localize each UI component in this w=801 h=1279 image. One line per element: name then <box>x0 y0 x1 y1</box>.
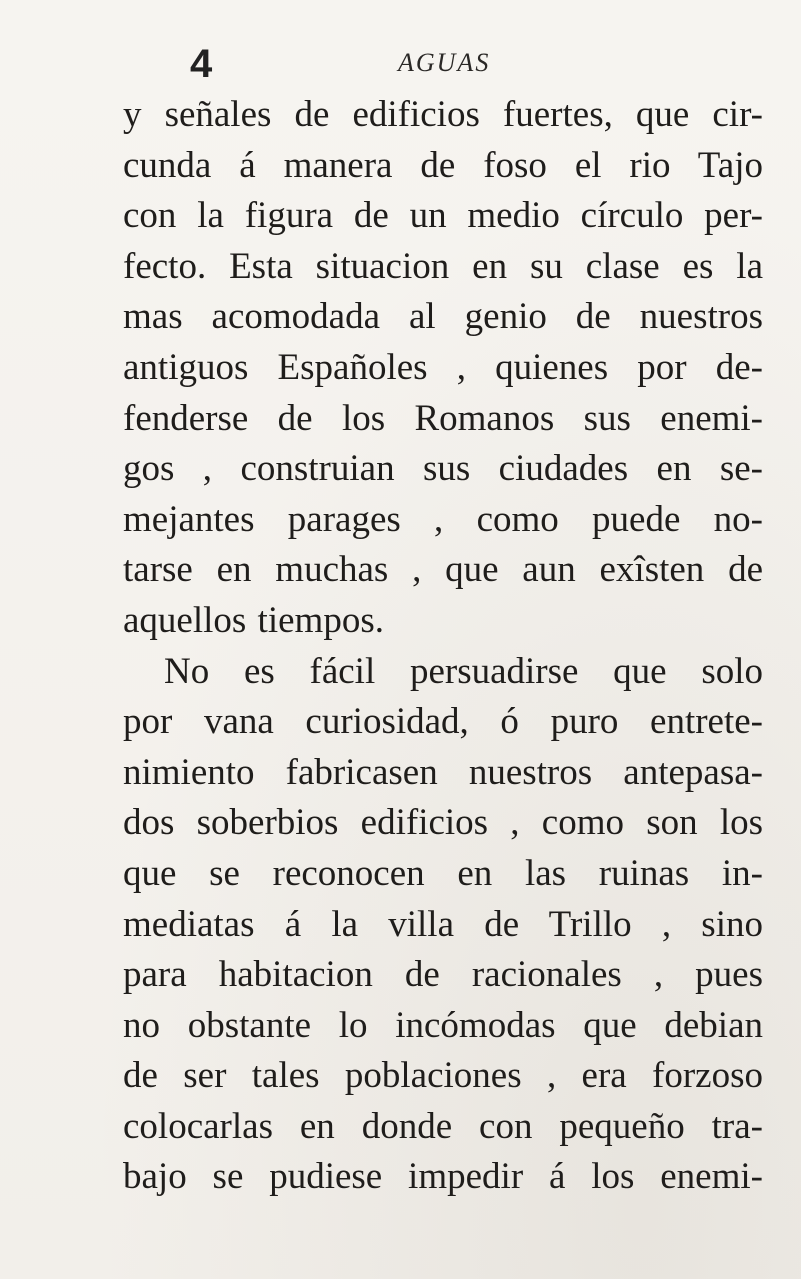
text-line: mejantes parages , como puede no- <box>123 498 763 540</box>
text-line: nimiento fabricasen nuestros antepasa- <box>123 751 763 793</box>
body-text <box>123 90 763 1203</box>
running-head: AGUAS <box>398 48 491 77</box>
text-line: mas acomodada al genio de nuestros <box>123 296 763 338</box>
text-line: dos soberbios edificios , como son los <box>123 802 763 844</box>
text-line: aquellos tiempos. <box>123 599 384 641</box>
text-line: colocarlas en donde con pequeño tra- <box>123 1105 763 1147</box>
text-line: No es fácil persuadirse que solo <box>164 650 763 692</box>
text-line: antiguos Españoles , quienes por de- <box>123 346 763 388</box>
text-line: fecto. Esta situacion en su clase es la <box>123 245 763 287</box>
text-line: bajo se pudiese impedir á los enemi- <box>123 1156 763 1198</box>
text-line: para habitacion de racionales , pues <box>123 954 763 996</box>
text-line: de ser tales poblaciones , era forzoso <box>123 1055 763 1097</box>
text-line: no obstante lo incómodas que debian <box>123 1004 763 1046</box>
text-line: que se reconocen en las ruinas in- <box>123 852 763 894</box>
text-line: tarse en muchas , que aun exîsten de <box>123 549 763 591</box>
text-line: gos , construian sus ciudades en se- <box>123 448 763 490</box>
page-header <box>190 40 610 90</box>
page-number: 4 <box>190 42 213 86</box>
text-line: con la figura de un medio círculo per- <box>123 195 763 237</box>
text-line: por vana curiosidad, ó puro entrete- <box>123 701 763 743</box>
text-line: fenderse de los Romanos sus enemi- <box>123 397 763 439</box>
text-line: mediatas á la villa de Trillo , sino <box>123 903 763 945</box>
text-line: cunda á manera de foso el rio Tajo <box>123 144 763 186</box>
text-line: y señales de edificios fuertes, que cir- <box>123 94 763 135</box>
